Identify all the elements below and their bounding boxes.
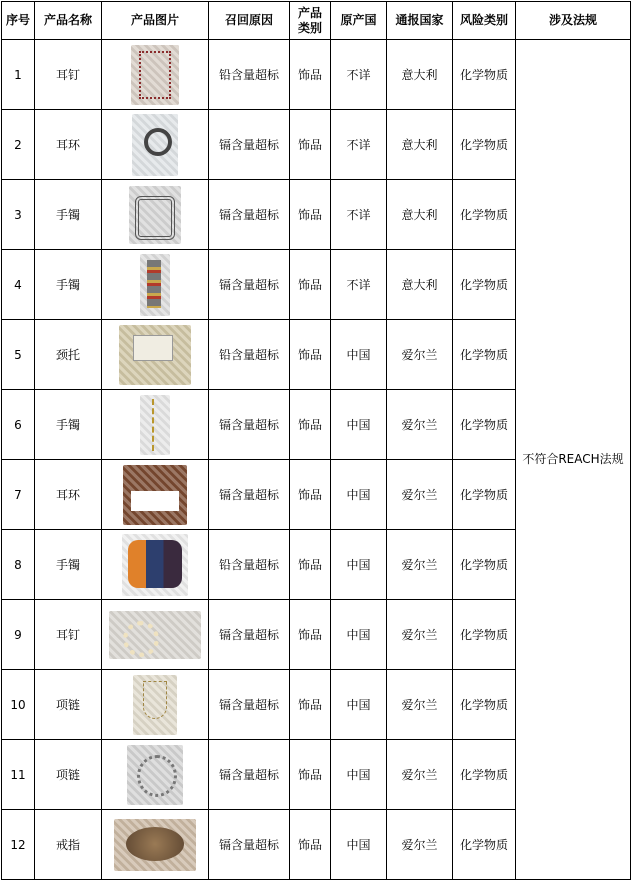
pearl-hoops-image bbox=[109, 611, 201, 659]
cell-image bbox=[102, 530, 209, 600]
header-image: 产品图片 bbox=[102, 2, 209, 40]
cell-notifier: 意大利 bbox=[387, 180, 453, 250]
tagged-earring-card-image bbox=[131, 45, 179, 105]
header-category bbox=[290, 2, 331, 40]
cell-image bbox=[102, 740, 209, 810]
cell-notifier: 爱尔兰 bbox=[387, 810, 453, 880]
cell-image bbox=[102, 250, 209, 320]
cell-no: 3 bbox=[2, 180, 35, 250]
recall-table bbox=[1, 1, 631, 880]
cell-risk: 化学物质 bbox=[453, 390, 516, 460]
header-regulation: 涉及法规 bbox=[516, 2, 631, 40]
cell-origin: 中国 bbox=[331, 460, 387, 530]
cell-notifier: 爱尔兰 bbox=[387, 530, 453, 600]
cell-origin: 中国 bbox=[331, 390, 387, 460]
cell-risk: 化学物质 bbox=[453, 810, 516, 880]
cell-image bbox=[102, 320, 209, 390]
jeweled-bracelet-image bbox=[140, 254, 170, 316]
cell-risk: 化学物质 bbox=[453, 460, 516, 530]
cell-origin: 不详 bbox=[331, 110, 387, 180]
cell-no: 1 bbox=[2, 40, 35, 110]
cell-name: 手镯 bbox=[35, 530, 102, 600]
cell-name: 耳钉 bbox=[35, 600, 102, 670]
cell-risk: 化学物质 bbox=[453, 110, 516, 180]
cell-notifier: 爱尔兰 bbox=[387, 460, 453, 530]
cell-origin: 中国 bbox=[331, 320, 387, 390]
cell-name: 颈托 bbox=[35, 320, 102, 390]
cell-notifier: 意大利 bbox=[387, 250, 453, 320]
leather-bands-image bbox=[122, 534, 188, 596]
glitter-ring-image bbox=[114, 819, 196, 871]
cell-notifier: 爱尔兰 bbox=[387, 670, 453, 740]
cell-no: 2 bbox=[2, 110, 35, 180]
cell-image bbox=[102, 600, 209, 670]
header-risk: 风险类别 bbox=[453, 2, 516, 40]
cell-name: 手镯 bbox=[35, 180, 102, 250]
packaged-earrings-image bbox=[123, 465, 187, 525]
cell-image bbox=[102, 460, 209, 530]
cell-category: 饰品 bbox=[290, 530, 331, 600]
cell-image bbox=[102, 670, 209, 740]
cell-risk: 化学物质 bbox=[453, 600, 516, 670]
cell-risk: 化学物质 bbox=[453, 320, 516, 390]
cell-reason: 铅含量超标 bbox=[209, 40, 290, 110]
cell-category: 饰品 bbox=[290, 320, 331, 390]
cell-risk: 化学物质 bbox=[453, 670, 516, 740]
chain-bracelet-image bbox=[140, 395, 170, 455]
cell-name: 项链 bbox=[35, 740, 102, 810]
beaded-bracelet-image bbox=[129, 186, 181, 244]
cell-risk: 化学物质 bbox=[453, 740, 516, 810]
cell-reason: 镉含量超标 bbox=[209, 740, 290, 810]
cell-reason: 镉含量超标 bbox=[209, 250, 290, 320]
header-notifier: 通报国家 bbox=[387, 2, 453, 40]
header-row bbox=[2, 2, 631, 40]
cell-name: 手镯 bbox=[35, 390, 102, 460]
cell-regulation: 不符合REACH法规 bbox=[516, 40, 631, 880]
cell-image bbox=[102, 40, 209, 110]
cell-name: 手镯 bbox=[35, 250, 102, 320]
header-category-line2: 类别 bbox=[297, 20, 322, 35]
cell-notifier: 爱尔兰 bbox=[387, 600, 453, 670]
cell-category: 饰品 bbox=[290, 250, 331, 320]
cell-category: 饰品 bbox=[290, 740, 331, 810]
cell-image bbox=[102, 110, 209, 180]
cell-notifier: 意大利 bbox=[387, 40, 453, 110]
cell-risk: 化学物质 bbox=[453, 40, 516, 110]
cell-name: 耳钉 bbox=[35, 40, 102, 110]
cell-risk: 化学物质 bbox=[453, 250, 516, 320]
header-reason: 召回原因 bbox=[209, 2, 290, 40]
cell-no: 8 bbox=[2, 530, 35, 600]
header-category-line1: 产品 bbox=[297, 5, 322, 20]
cell-category: 饰品 bbox=[290, 110, 331, 180]
cell-reason: 铅含量超标 bbox=[209, 530, 290, 600]
cell-notifier: 爱尔兰 bbox=[387, 320, 453, 390]
cell-origin: 中国 bbox=[331, 740, 387, 810]
cell-origin: 中国 bbox=[331, 530, 387, 600]
cell-reason: 镉含量超标 bbox=[209, 670, 290, 740]
cell-no: 10 bbox=[2, 670, 35, 740]
table-row bbox=[2, 40, 631, 110]
packaged-item-image bbox=[119, 325, 191, 385]
cell-name: 耳环 bbox=[35, 460, 102, 530]
cell-reason: 镉含量超标 bbox=[209, 390, 290, 460]
cell-category: 饰品 bbox=[290, 390, 331, 460]
cell-category: 饰品 bbox=[290, 40, 331, 110]
cell-reason: 镉含量超标 bbox=[209, 460, 290, 530]
cell-risk: 化学物质 bbox=[453, 530, 516, 600]
cell-no: 12 bbox=[2, 810, 35, 880]
cell-risk: 化学物质 bbox=[453, 180, 516, 250]
cell-name: 项链 bbox=[35, 670, 102, 740]
cell-no: 4 bbox=[2, 250, 35, 320]
cell-notifier: 意大利 bbox=[387, 110, 453, 180]
cell-no: 5 bbox=[2, 320, 35, 390]
cell-no: 11 bbox=[2, 740, 35, 810]
chain-necklace-image bbox=[127, 745, 183, 805]
header-name: 产品名称 bbox=[35, 2, 102, 40]
cell-category: 饰品 bbox=[290, 670, 331, 740]
pendant-necklace-image bbox=[133, 675, 177, 735]
cell-origin: 不详 bbox=[331, 40, 387, 110]
cell-image bbox=[102, 810, 209, 880]
cell-notifier: 爱尔兰 bbox=[387, 740, 453, 810]
cell-origin: 中国 bbox=[331, 670, 387, 740]
cell-image bbox=[102, 180, 209, 250]
cell-no: 9 bbox=[2, 600, 35, 670]
cell-origin: 中国 bbox=[331, 600, 387, 670]
cell-reason: 镉含量超标 bbox=[209, 600, 290, 670]
cell-no: 6 bbox=[2, 390, 35, 460]
cell-category: 饰品 bbox=[290, 460, 331, 530]
cell-origin: 不详 bbox=[331, 250, 387, 320]
cell-name: 耳环 bbox=[35, 110, 102, 180]
header-origin: 原产国 bbox=[331, 2, 387, 40]
cell-reason: 镉含量超标 bbox=[209, 110, 290, 180]
cell-reason: 镉含量超标 bbox=[209, 180, 290, 250]
cell-name: 戒指 bbox=[35, 810, 102, 880]
cell-image bbox=[102, 390, 209, 460]
cell-category: 饰品 bbox=[290, 810, 331, 880]
cell-category: 饰品 bbox=[290, 600, 331, 670]
cell-origin: 中国 bbox=[331, 810, 387, 880]
cell-no: 7 bbox=[2, 460, 35, 530]
cell-category: 饰品 bbox=[290, 180, 331, 250]
header-no: 序号 bbox=[2, 2, 35, 40]
cell-notifier: 爱尔兰 bbox=[387, 390, 453, 460]
hoop-earring-image bbox=[132, 114, 178, 176]
cell-reason: 镉含量超标 bbox=[209, 810, 290, 880]
cell-origin: 不详 bbox=[331, 180, 387, 250]
cell-reason: 铅含量超标 bbox=[209, 320, 290, 390]
